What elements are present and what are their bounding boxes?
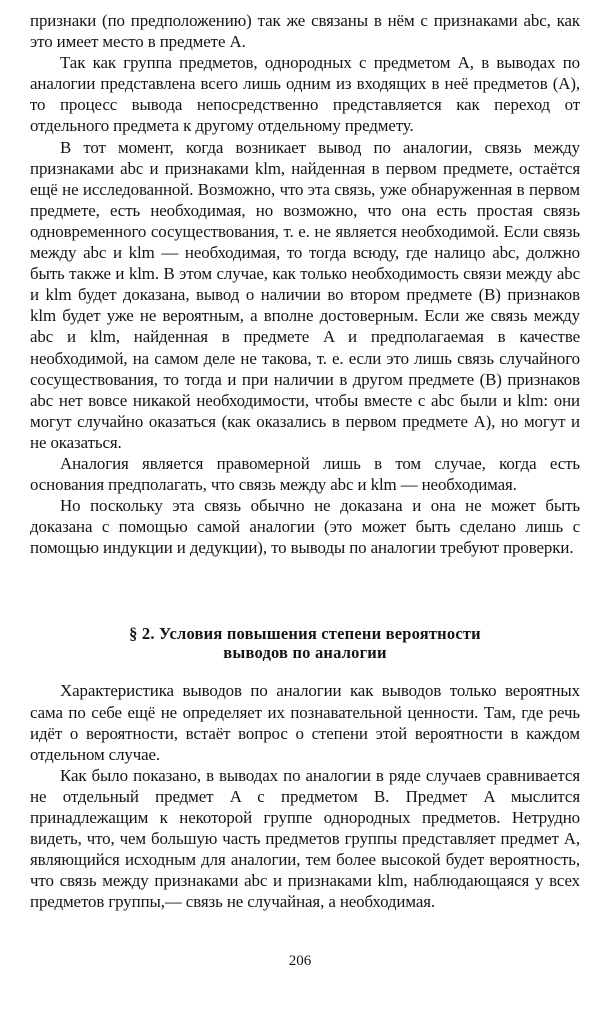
- paragraph-analogy-legitimate: Аналогия является правомерной лишь в том случае, когда есть основания предполагать, что связь между abc и klm — необходимая.: [30, 453, 580, 495]
- page-number: 206: [288, 953, 312, 969]
- page-content: [30, 10, 580, 912]
- section-heading-line-1: § 2. Условия повышения степени вероятности: [129, 624, 481, 644]
- paragraph-group-comparison: Как было показано, в выводах по аналогии в ряде случаев сравнивается не отдельный предмет A с предметом B. Предмет A мыслится принадлежащим к некоторой группе однородных предметов. Нетрудно видеть, что, чем большую часть предметов группы представляет предмет A, являющийся исходным для аналогии, тем более высокой будет вероятность, что связь между признаками abc и признаками klm, наблюдающаяся у всех предметов группы,— связь не случайная, а необходимая.: [30, 765, 580, 912]
- paragraph-connection-abc-klm: В тот момент, когда возникает вывод по аналогии, связь между признаками abc и признаками klm, найденная в первом предмете, остаётся ещё не исследованной. Возможно, что эта связь, уже обнаруженная в первом предмете, есть необходимая, но возможно, что она есть простая связь одновременного сосуществования, т. е. не является необходимой. Если связь между abc и klm — необходимая, то тогда всюду, где налицо abc, должно быть также и klm. В этом случае, как только необходимость связи между abc и klm будет доказана, вывод о наличии во втором предмете (B) признаков klm будет уже не вероятным, а вполне достоверным. Если же связь между abc и klm, найденная в предмете A и предполагаемая в качестве необходимой, на самом деле не такова, т. е. если это лишь связь случайного сосуществования, то тогда и при наличии в другом предмете (B) признаков abc нет вовсе никакой необходимости, чтобы вместе с abc были и klm: они могут случайно оказаться (как оказались в первом предмете A), но могут и не оказаться.: [30, 137, 580, 452]
- paragraph-group-single-object: Так как группа предметов, однородных с предметом A, в выводах по аналогии представлена всего лишь одним из входящих в неё предметов (A), то процесс вывода непосредственно представляется как переход от отдельного предмета к другому отдельному предмету.: [30, 53, 580, 136]
- section-heading: [30, 624, 580, 662]
- section-heading-line-2: выводов по аналогии: [223, 643, 387, 663]
- paragraph-probability-degree: Характеристика выводов по аналогии как выводов только вероятных сама по себе ещё не определяет их познавательной ценности. Там, где речь идёт о вероятности, встаёт вопрос о степени этой вероятности в каждом отдельном случае.: [30, 681, 580, 764]
- paragraph-continuation: признаки (по предположению) так же связаны в нём с признаками abc, как это имеет место в предмете A.: [30, 11, 580, 52]
- paragraph-requires-verification: Но поскольку эта связь обычно не доказана и она не может быть доказана с помощью самой аналогии (это может быть сделано лишь с помощью индукции и дедукции), то выводы по аналогии требуют проверки.: [30, 496, 580, 558]
